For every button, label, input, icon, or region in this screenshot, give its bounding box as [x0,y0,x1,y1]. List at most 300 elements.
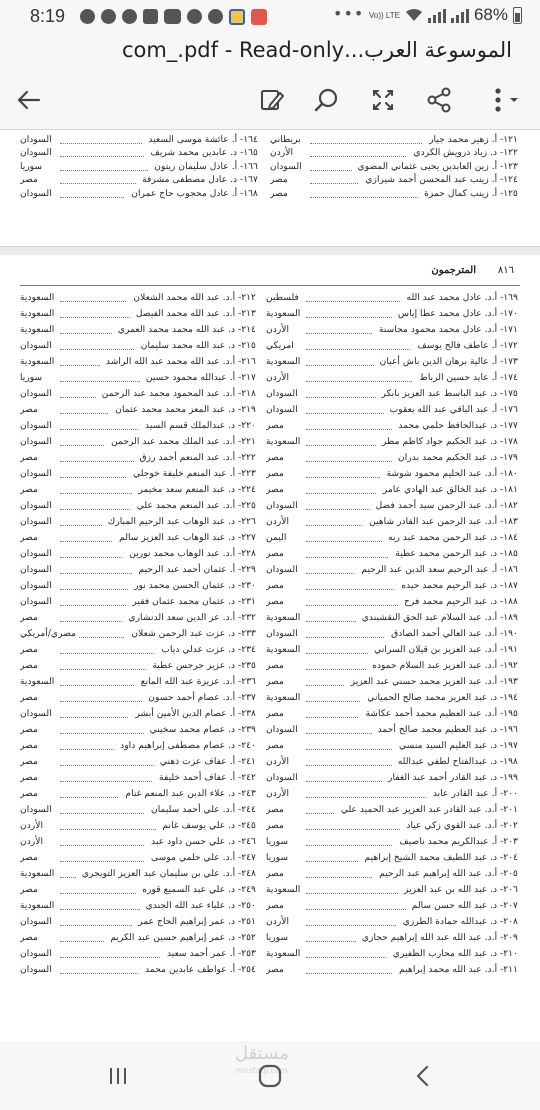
list-item [266,851,518,865]
entry-number: ١٧٩- د. [490,451,518,463]
navigation-bar [0,1041,540,1110]
list-item [266,531,518,545]
list-item [20,851,256,865]
entry-head [139,420,256,431]
entry-number: ١٢٤- أ. [491,174,518,186]
search-icon [313,86,341,114]
entry-head [345,676,518,687]
entry-head [139,964,256,975]
list-item [266,915,518,929]
country-label: سوريا [20,160,43,172]
entry-head [381,468,518,479]
translator-name: عبد الحليم محمود شوشة [384,468,482,479]
watermark-url: mostaql.com [236,1066,288,1075]
country-label: مصر [266,819,284,831]
country-label: السعودية [20,899,55,911]
entry-number: ٢٣٥- د. [228,659,256,671]
back-arrow-icon [15,86,43,114]
country-label: السعودية [20,675,55,687]
country-label: مصر [266,675,284,687]
list-item [20,160,258,174]
list-item [20,771,256,785]
country-label: مصر [20,787,38,799]
translator-name: عواطف عابدين محمد [142,964,227,975]
country-label: السودان [266,563,298,575]
country-label: مصر [20,531,38,543]
translator-name: عبد الرحمن سيد أحمد فضل [373,500,482,511]
list-item [266,499,518,513]
recent-apps-button[interactable] [103,1061,133,1091]
entry-head [395,580,518,591]
country-label: مصر [266,659,284,671]
app-notification-icon-2 [251,9,267,25]
entry-number: ٢٣٤- د. [228,643,256,655]
entry-number: ١٢٥- أ. [491,187,518,199]
list-item [266,387,518,401]
list-item [20,483,256,497]
translator-name: عبد العليم السيد منسي [396,740,487,751]
list-item [266,643,518,657]
country-label: السودان [20,147,52,159]
translator-name: عبد المنعم سعد مخيمر [135,484,225,495]
entry-head [398,596,518,607]
list-item [266,435,518,449]
translator-name: عفاف عزت ذهني [157,756,227,767]
entry-head [389,548,518,559]
back-nav-button[interactable] [408,1061,438,1091]
entry-number: ١٦٤- أ. [231,134,258,145]
translator-name: عادل محمد عبد الله [404,292,482,303]
translator-name: عاطف فالح يوسف [414,340,488,351]
list-item [20,659,256,673]
country-label: مصر [266,547,284,559]
translator-name: عبد العظيم محمد أحمد عكاشة [362,708,481,719]
list-item [20,867,256,881]
entry-number: ٢١٦- أ.د. [222,355,256,367]
translator-name: عبد المنعم خليفة خوجلي [130,468,227,479]
country-label: السودان [270,160,302,172]
entry-number: ٢٢٧- د. [228,531,256,543]
country-label: مصر [20,739,38,751]
entry-number: ٢٤٣- د. [228,787,256,799]
entry-number: ٢٠٤- د. [490,851,518,863]
list-item [266,899,518,913]
entry-number: ١٩٣- أ.د. [484,675,518,687]
share-button[interactable] [422,83,456,117]
signal-icon [428,7,446,23]
entry-head [427,788,518,799]
list-item [266,467,518,481]
list-item [20,899,256,913]
list-item [266,371,518,385]
entry-head [130,308,256,319]
translator-name: زينب عبد المحسن أحمد شيرازي [362,174,488,185]
entry-number: ١٩٩- د. [490,771,518,783]
list-item [266,675,518,689]
settings-icon [208,9,223,24]
entry-number: ١٨٠- أ.د. [484,467,518,479]
country-label: الأردن [266,323,290,335]
entry-number: ٢٥٤- أ. [229,963,256,975]
chevron-left-icon [413,1064,433,1088]
entry-number: ٢٢٣- أ. [229,467,256,479]
translator-name: عبد اللطيف محمد الشيخ إبراهيم [362,852,488,863]
list-item [20,451,256,465]
translator-name: عصام أحمد حسون [145,692,220,703]
entry-head [145,852,256,863]
list-item [266,547,518,561]
entry-number: ١٩٢- أ.د. [484,659,518,671]
entry-head [355,564,518,575]
translator-name: عثمان الحسن محمد نور [131,580,225,591]
country-label: الأردن [266,371,290,383]
list-item [266,963,518,977]
document-view[interactable] [0,131,540,1041]
entry-head [76,868,256,879]
entry-number: ١٧٨- د. [490,435,518,447]
list-item [266,835,518,849]
country-label: مصر [20,723,38,735]
translator-name: عز الدين سعد الدنشاري [125,612,219,623]
translator-name: عبد الله إبراهيم عبد الرحيم [376,868,482,879]
entry-head [145,836,256,847]
country-label: مصر [20,659,38,671]
entry-number: ١٦٩- أ.د. [484,292,518,303]
youtube-icon [164,9,181,24]
edit-pen-icon [258,86,286,114]
fullscreen-button[interactable] [366,83,400,117]
notification-icons [80,9,267,25]
country-label: مصر [20,403,38,415]
entry-head [372,724,518,735]
list-item [266,867,518,881]
entry-number: ٢٢٩- أ. [229,563,256,575]
country-label: اليمن [266,531,287,543]
country-label: الأردن [20,835,44,847]
entry-number: ٢٠٣- أ. [491,835,518,847]
list-item [20,787,256,801]
translator-name: عبد الرحيم محمد فرح [401,596,487,607]
home-button[interactable] [255,1061,285,1091]
entry-head [161,948,256,959]
country-label: مصر [20,451,38,463]
status-bar [0,0,540,34]
entry-head [401,292,518,303]
translator-name: عثمان محمد عثمان فقير [129,596,225,607]
translator-name: عبد العظيم محمد صالح أحمد [375,724,488,735]
entry-number: ٢٤٢- أ. [229,771,256,783]
entry-number: ٢١٧- أ. [229,371,256,383]
country-label: السودان [20,707,52,719]
entry-number: ١٨٩- أ.د. [484,611,518,623]
entry-number: ١٦٥- د. [230,147,258,159]
entry-number: ٢١٠- د. [490,947,518,959]
country-label: مصر [20,931,38,943]
country-label: مصر [266,739,284,751]
list-item [270,187,518,201]
country-label: السودان [20,915,52,927]
country-label: مصر [20,755,38,767]
more-menu-button[interactable] [484,83,526,117]
country-label: مصر [266,963,284,975]
list-item [266,883,518,897]
country-label: السودان [266,723,298,735]
entry-head [155,644,256,655]
list-item [266,627,518,641]
translator-name: عبد الملك محمد عبد الرحمن [108,436,220,447]
volte-icon: Vo)) LTE [368,10,400,20]
entry-number: ١٨٦- أ. [491,563,518,575]
entry-number: ١٩٧- د. [490,739,518,751]
image-icon [143,9,158,24]
entry-head [407,147,518,158]
entry-head [366,660,518,671]
entry-head [126,596,256,607]
translator-name: عبد الحكيم محمد بدران [395,452,487,463]
list-item [266,323,518,337]
entry-number: ٢٤١- أ. [229,755,256,767]
country-label: السودان [20,579,52,591]
translator-name: عبد العزيز عبد السلام حموده [369,660,482,671]
country-label: السودان [266,627,298,639]
entry-number: ١٩٥- أ.د. [484,707,518,719]
entry-head [385,628,518,639]
country-label: مصر [266,899,284,911]
entry-head [145,804,256,815]
country-label: السودان [20,499,52,511]
entry-number: ١٨١- د. [490,483,518,495]
country-label: مصر [266,419,284,431]
translator-name: عائشة موسى السعيد [145,134,228,145]
translator-name: عبد العزيز محمد صالح الحمياني [364,692,487,703]
list-item [20,627,256,641]
entry-number: ٢٢٢- أ.د. [222,451,256,463]
entry-number: ٢١٨- أ.د. [222,387,256,399]
country-label: مصر [266,467,284,479]
country-label: السعودية [266,643,301,655]
list-item [266,291,518,305]
entry-head [392,452,518,463]
entry-number: ٢٥٣- أ. [229,947,256,959]
entry-head [400,820,518,831]
entry-head [131,500,256,511]
edit-button[interactable] [255,83,289,117]
translator-name: عادل محمد عطا إياس [395,308,482,319]
translator-name: علي حسن داود عبد [148,836,225,847]
recent-apps-icon [107,1066,129,1086]
entry-number: ٢١١- أ.د. [484,963,518,975]
translator-name: عبد القادر أحمد عبد الغفار [385,772,487,783]
translator-name: عبد القوي زكي عياد [403,820,481,831]
translator-name: عصام محمد سخيني [147,724,226,735]
country-label: الأردن [266,515,290,527]
country-label: امريكي [266,339,294,351]
entry-head [406,900,518,911]
country-label: السودان [266,771,298,783]
translator-name: عادل سليمان زيتون [151,161,229,172]
back-button[interactable] [12,83,46,117]
entry-head [129,708,256,719]
country-label: السودان [20,435,52,447]
list-item [20,531,256,545]
translator-name: عصام الدين الأمين أبشر [132,708,226,719]
country-label: السعودية [266,947,301,959]
entry-head [413,372,518,383]
entry-number: ٢٤٧- أ.د. [222,851,256,863]
list-item [20,291,256,305]
country-label: الأردن [20,819,44,831]
entry-head [113,532,256,543]
entry-number: ١٧٥- د. [490,387,518,399]
country-label: السعودية [20,323,55,335]
entry-head [392,420,518,431]
entry-head [153,772,256,783]
translator-name: عبد الباقي عبد الله يعقوب [387,404,489,415]
entry-head [132,916,256,927]
translator-name: عادل مصطفى مشرفة [139,174,227,185]
entry-number: ٢٢٤- د. [228,483,256,495]
entry-head [392,756,518,767]
country-label: السودان [20,947,52,959]
list-item [266,819,518,833]
entry-head [356,612,518,623]
translator-name: عبد الله بن عبد العزيز [401,884,487,895]
translator-name: عبد العزيز بن قيلان السراني [371,644,482,655]
entry-number: ٢٢١- أ.د. [222,435,256,447]
entry-head [368,644,518,655]
country-label: مصر [20,691,38,703]
list-item [270,173,518,187]
country-label: السودان [20,563,52,575]
list-item [20,835,256,849]
entry-head [418,188,518,199]
translator-name: عايد حسين الرباط [416,372,488,383]
entry-number: ٢٤٠- د. [228,739,256,751]
entry-head [393,964,518,975]
entry-head [96,388,256,399]
country-label: السودان [20,803,52,815]
translator-name: عزيزة عبد الله المانع [138,676,220,687]
list-item [266,771,518,785]
translator-name: عبد الله محمد عبد الله الراشد [103,356,220,367]
entry-head [125,628,256,639]
title-bar [0,34,540,70]
list-item [20,187,258,201]
entry-head [393,740,518,751]
list-item [20,707,256,721]
list-item [20,146,258,160]
list-item [20,643,256,657]
translator-name: علي يوسف غانم [159,820,225,831]
entry-number: ٢٥٠- د. [228,899,256,911]
entry-head [144,724,256,735]
translator-name: عبد الحكيم جواد كاظم مطر [379,436,487,447]
country-label: السودان [266,403,298,415]
entry-number: ٢٣٧- أ.د. [222,691,256,703]
signal-icon-2 [451,7,469,23]
translator-name: عبد الرحيم محمد حيده [398,580,487,591]
translator-name: عبد الوهاب عبد الرحيم المبارك [105,516,225,527]
entry-number: ٢٣٦- أ.د. [222,675,256,687]
entry-number: ٢٠٨- د. [490,915,518,927]
status-time: 8:19 [30,6,66,26]
entry-head [128,580,256,591]
translator-name: عثمان أحمد عبد الرحيم [135,564,226,575]
entry-number: ٢٥٢- د. [228,931,256,943]
app-notification-icon [229,9,245,25]
translator-name: زهير محمد جيار [426,134,489,145]
translator-name: عبد المنعم محمد علي [134,500,220,511]
list-item [20,435,256,449]
country-label: فلسطين [266,292,299,303]
list-item [266,403,518,417]
list-item [20,339,256,353]
translator-name: عبد الله محارب الظفيري [390,948,487,959]
translator-name: علي عبد السميع قوره [139,884,225,895]
country-label: السودان [20,134,52,145]
list-item [266,515,518,529]
entry-head [135,676,256,687]
entry-head [392,308,518,319]
translator-name: عادل محمد محمود محاسنة [376,324,482,335]
entry-number: ١٨٧- د. [490,579,518,591]
translator-name: عبد الله محمد سليمان [138,340,226,351]
translator-name: عزت عدلي دياب [158,644,225,655]
entry-number: ١٢٢- د. [490,147,518,159]
country-label: الأردن [266,755,290,767]
translator-name: عبد الله محمد إبراهيم [396,964,482,975]
country-label: سوريا [20,371,43,383]
entry-head [356,932,518,943]
country-label: السعودية [266,611,301,623]
section-title: المترجمون [431,265,476,276]
list-item [266,755,518,769]
entry-number: ٢٤٦- د. [228,835,256,847]
country-label: مصر [266,579,284,591]
list-item [266,659,518,673]
entry-number: ٢٣٣- د. [228,627,256,639]
entry-number: ٢١٢- أ.د. [222,292,256,303]
entry-head [134,452,256,463]
battery-percent: 68% [473,5,508,24]
country-label: السودان [20,387,52,399]
country-label: مصر [270,174,288,186]
country-label: مصر [266,483,284,495]
country-label: مصري/أمريكي [20,627,77,639]
entry-head [119,788,256,799]
list-item [20,173,258,187]
search-button[interactable] [310,83,344,117]
toolbar [0,70,540,130]
list-item [20,755,256,769]
translator-name: عبد الباسط عبد العزيز بابكر [379,388,488,399]
country-label: مصر [20,771,38,783]
translator-name: عبد الله محمد الفيصل [133,308,220,319]
list-item [20,883,256,897]
more-notifications-icon: ••• [333,4,365,23]
list-item [20,819,256,833]
entry-number: ٢٠٥- أ.د. [484,867,518,879]
fullscreen-icon [369,86,397,114]
entry-head [132,484,256,495]
entry-number: ٢٤٤- أ.د. [222,803,256,815]
country-label: السودان [20,187,52,199]
translator-name: زياد درويش الكردي [410,147,487,158]
translator-name: عبد المنعم أحمد رزق [137,452,220,463]
entry-number: ٢٠١- أ.د. [484,803,518,815]
translator-name: عبد القادر عبد العزيز عبد الحميد علي [338,804,482,815]
list-item [20,931,256,945]
